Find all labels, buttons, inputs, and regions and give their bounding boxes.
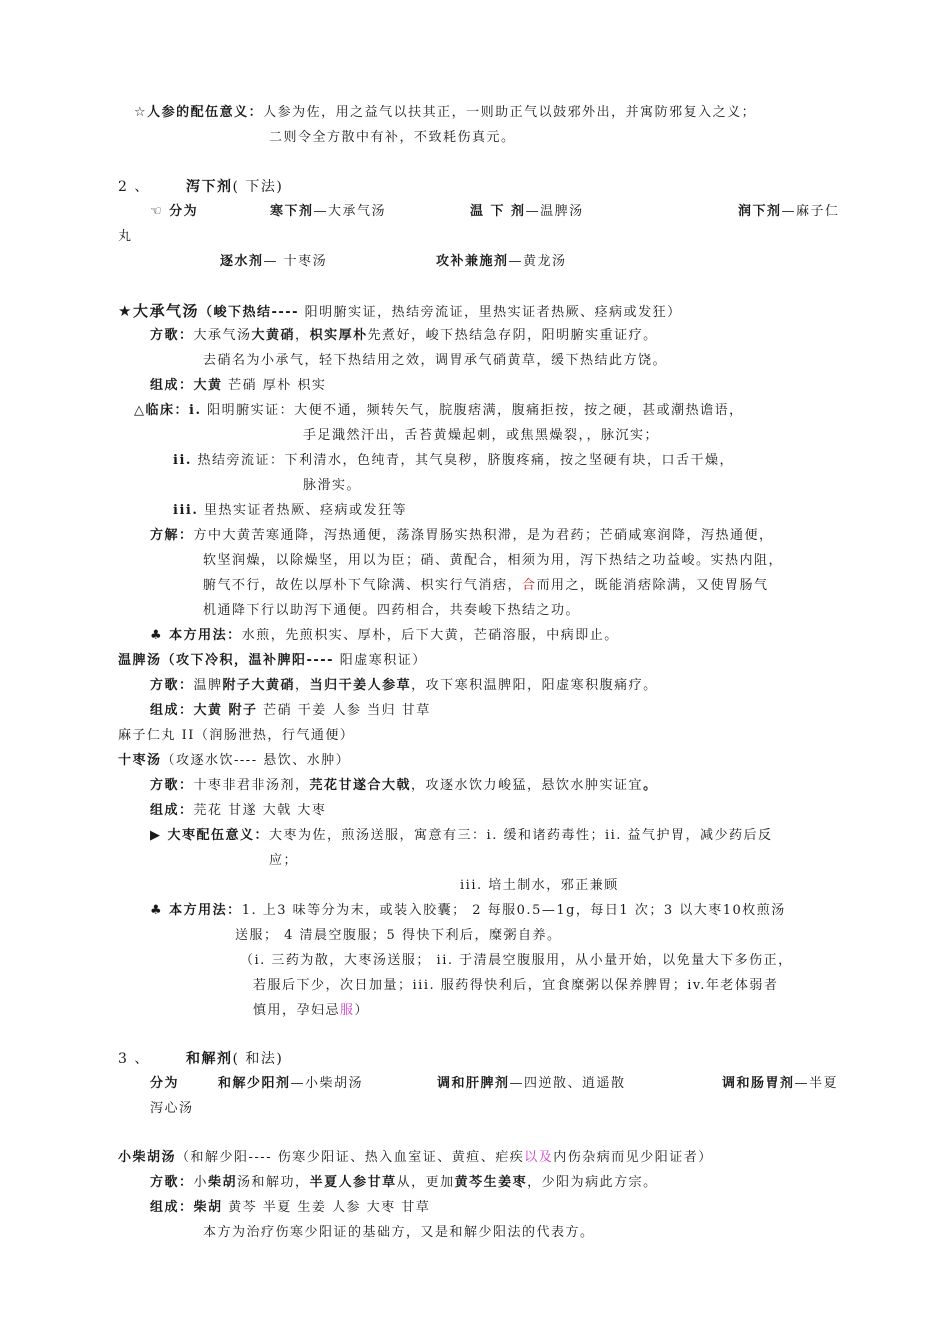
hejie-category-changwei: 调和肠胃剂—半夏 (722, 1076, 839, 1091)
xiaxia-category-runxia: 润下剂—麻子仁 (738, 204, 840, 219)
renshen-text-1: 人参为佐，用之益气以扶其正，一则助正气以鼓邪外出，并寓防邪复入之义； (263, 105, 757, 120)
xiaxia-category-hanxia: 寒下剂—大承气汤 (270, 204, 387, 219)
xiaochaihu-summary: 本方为治疗伤寒少阳证的基础方，又是和解少阳法的代表方。 (203, 1225, 595, 1240)
shizao-dazao-1: ▶ 大枣配伍意义：大枣为佐，煎汤送服，寓意有三：i. 缓和诸药毒性；ii. 益气护胃，减少药后反 (150, 828, 773, 843)
section-3-title: 和解剂 (186, 1051, 233, 1067)
dachengqi-fangge-1: 方歌：大承气汤大黄硝，枳实厚朴先煮好，峻下热结急存阴，阳明腑实重证疗。 (150, 328, 658, 343)
wenpi-title: 温脾汤（攻下冷积，温补脾阳---- (118, 653, 335, 668)
xiaxia-category-wenxia: 温 下 剂—温脾汤 (470, 204, 584, 219)
section-3-heading (186, 1050, 283, 1068)
hejie-category-changwei-wrap: 泻心汤 (150, 1101, 194, 1116)
xiaxia-category-runxia-wrap: 丸 (118, 229, 133, 244)
dachengqi-linchuang-1a: △临床：i. 阳明腑实证：大便不通，频转矢气，脘腹痞满，腹痛拒按，按之硬，甚或潮热谵语， (134, 403, 744, 418)
wenpi-heading: 温脾汤（攻下冷积，温补脾阳---- 阳虚寒积证） (118, 653, 427, 668)
shizao-yongfa-1: ♣ 本方用法：1. 上3 味等分为末，或装入胶囊； 2 每服0.5—1g，每日1 次；3 以大枣10枚煎汤 (150, 903, 786, 918)
dachengqi-fangge-2: 去硝名为小承气，轻下热结用之效，调胃承气硝黄草，缓下热结此方饶。 (203, 353, 668, 368)
wenpi-fangge: 方歌：温脾附子大黄硝，当归干姜人参草，攻下寒积温脾阳，阳虚寒积腹痛疗。 (150, 678, 658, 693)
section-3-number: 3 、 (118, 1051, 150, 1067)
dachengqi-fangjie-1: 方解：方中大黄苦寒通降，泻热通便，荡涤胃肠实热积滞，是为君药；芒硝咸寒润降，泻热通便， (150, 528, 774, 543)
hejie-fenwei: 分为 (150, 1076, 180, 1091)
shizao-heading: 十枣汤（攻逐水饮---- 悬饮、水肿） (118, 753, 351, 768)
xiaxia-category-zhushui: 逐水剂— 十枣汤 (220, 254, 328, 269)
shizao-note-2: 若服后下少，次日加量；iii. 服药得快利后，宜食糜粥以保养脾胃；iv.年老体弱者 (253, 978, 779, 993)
section-2-method: ( 下法) (232, 179, 284, 195)
hejie-category-ganpi: 调和肝脾剂—四逆散、逍遥散 (437, 1076, 626, 1091)
xiaochaihu-heading: 小柴胡汤（和解少阳---- 伤寒少阳证、热入血室证、黄疸、疟疾以及内伤杂病而见少阳证者） (118, 1150, 713, 1165)
renshen-line-2: 二则令全方散中有补，不致耗伤真元。 (269, 130, 516, 145)
section-2-number: 2 、 (118, 179, 150, 195)
shizao-dazao-2: 应； (269, 853, 299, 868)
dachengqi-fangjie-4: 机通降下行以助泻下通便。四药相合，共奏峻下热结之功。 (203, 603, 581, 618)
xiaxia-fenwei: ☜ 分为 (150, 204, 199, 219)
dachengqi-title: ★大承气汤 (118, 302, 199, 320)
shizao-zucheng: 组成：芫花 甘遂 大戟 大枣 (150, 803, 327, 818)
xiaxia-category-gongbu: 攻补兼施剂—黄龙汤 (436, 254, 567, 269)
shizao-dazao-3: iii. 培土制水，邪正兼顾 (460, 878, 619, 893)
xiaochaihu-zucheng: 组成：柴胡 黄芩 半夏 生姜 人参 大枣 甘草 (150, 1200, 431, 1215)
dachengqi-fangjie-2: 软坚润燥，以除燥坚，用以为臣；硝、黄配合，相须为用，泻下热结之功益峻。实热内阻， (203, 553, 784, 568)
dachengqi-linchuang-2a: ii. 热结旁流证：下利清水，色纯青，其气臭秽，脐腹疼痛，按之坚硬有块，口舌干燥， (173, 453, 735, 468)
maziren-heading: 麻子仁丸 II（润肠泄热，行气通便） (118, 728, 355, 743)
dachengqi-fangjie-3: 腑气不行，故佐以厚朴下气除满、枳实行气消痞，合而用之，既能消痞除满，又使胃肠气 (203, 578, 769, 593)
shizao-fangge: 方歌：十枣非君非汤剂，芫花甘遂合大戟，攻逐水饮力峻猛，悬饮水肿实证宜。 (150, 778, 658, 793)
xiaochaihu-title: 小柴胡汤 (118, 1150, 177, 1165)
dachengqi-linchuang-3: iii. 里热实证者热厥、痉病或发狂等 (173, 503, 407, 518)
dachengqi-linchuang-2b: 脉滑实。 (303, 478, 362, 493)
xiaochaihu-fangge: 方歌：小柴胡汤和解功，半夏人参甘草从，更加黄芩生姜枣，少阳为病此方宗。 (150, 1175, 658, 1190)
shizao-note-3: 慎用，孕妇忌服） (253, 1003, 370, 1018)
wenpi-zucheng: 组成：大黄 附子 芒硝 干姜 人参 当归 甘草 (150, 703, 431, 718)
dachengqi-yongfa: ♣ 本方用法：水煎，先煎枳实、厚朴，后下大黄，芒硝溶服，中病即止。 (150, 628, 619, 643)
renshen-label: ☆人参的配伍意义： (134, 105, 264, 120)
shizao-yongfa-2: 送服； 4 清晨空腹服；5 得快下利后，糜粥自养。 (235, 928, 562, 943)
renshen-line-1 (134, 104, 756, 122)
section-2-heading (186, 178, 283, 196)
hejie-category-shaoyang: 和解少阳剂—小柴胡汤 (218, 1076, 364, 1091)
dachengqi-zucheng: 组成：大黄 芒硝 厚朴 枳实 (150, 378, 327, 393)
section-2-title: 泻下剂 (186, 179, 233, 195)
dachengqi-heading: ★大承气汤（峻下热结---- 阳明腑实证，热结旁流证，里热实证者热厥、痉病或发狂） (118, 302, 682, 320)
shizao-note-1: （i. 三药为散，大枣汤送服； ii. 于清晨空腹服用，从小量开始，以免量大下多伤正， (240, 953, 793, 968)
section-3-method: ( 和法) (232, 1051, 284, 1067)
dachengqi-linchuang-1b: 手足濈然汗出，舌苔黄燥起刺，或焦黑燥裂，，脉沉实； (303, 428, 660, 443)
shizao-title: 十枣汤 (118, 753, 162, 768)
